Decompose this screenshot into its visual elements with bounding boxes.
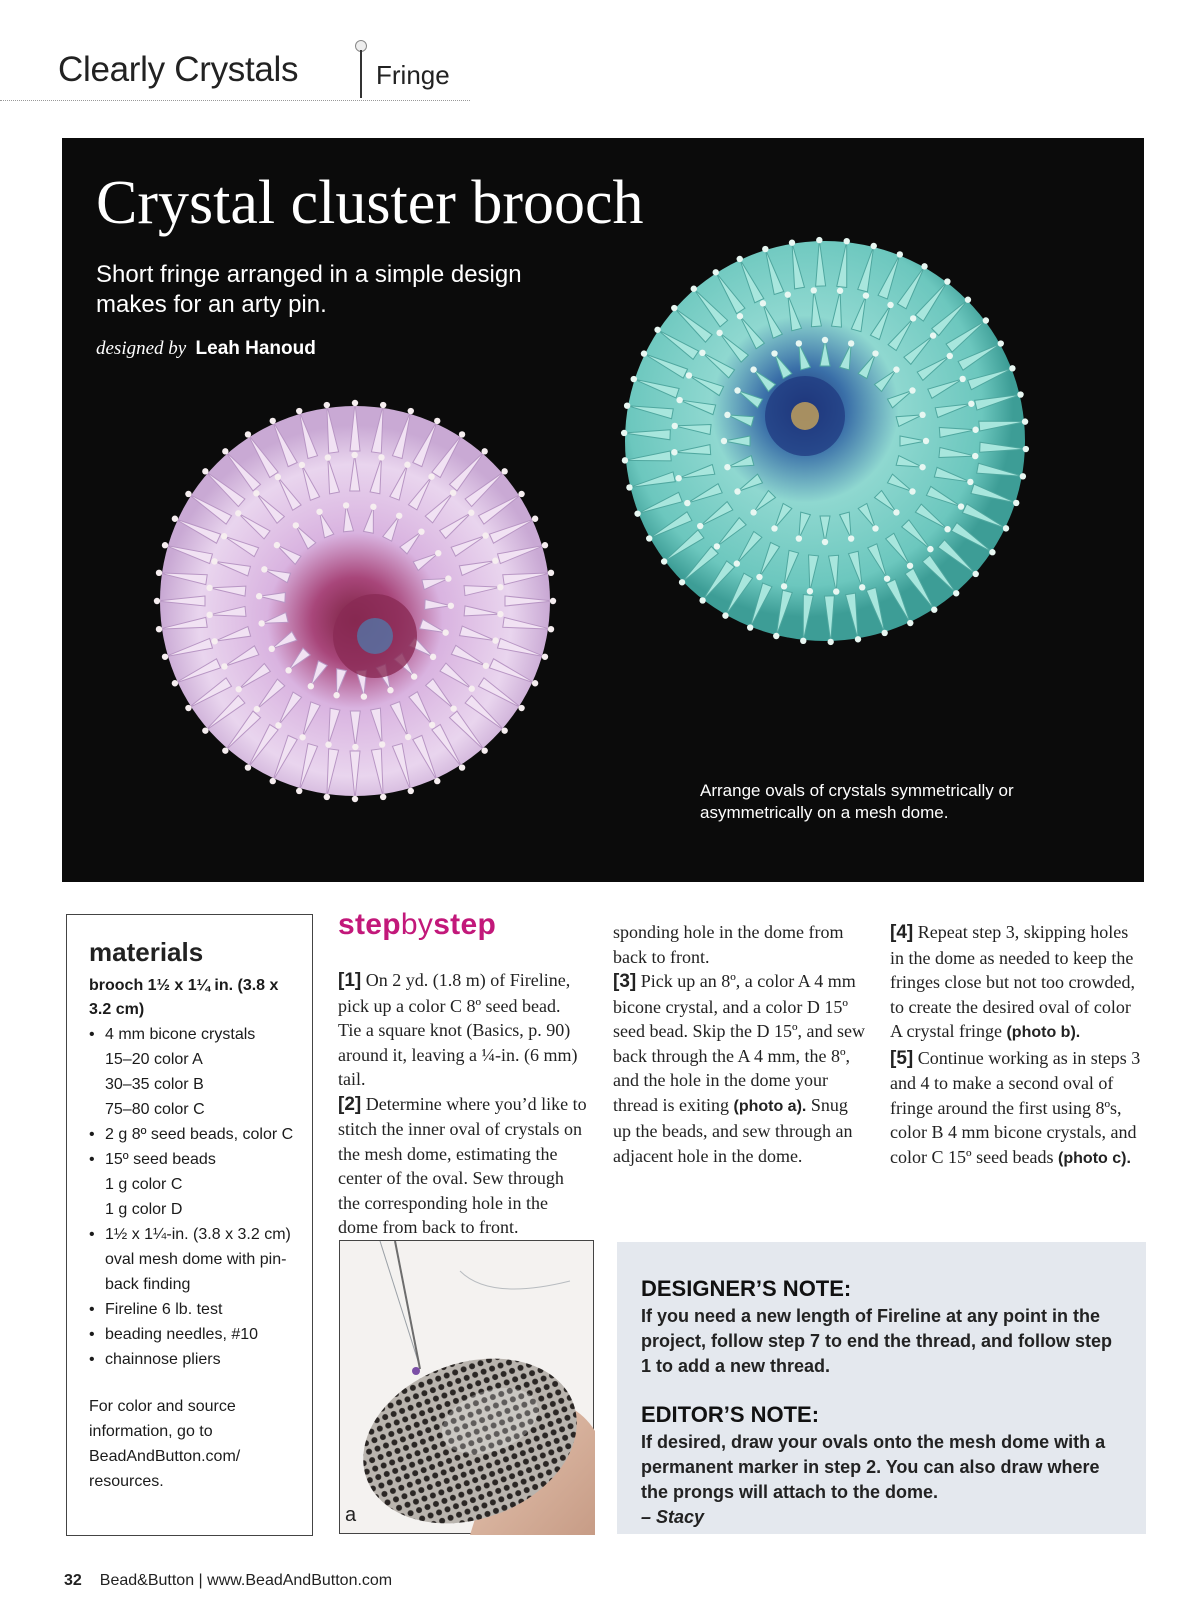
teal-brooch-image bbox=[610, 226, 1040, 656]
materials-list bbox=[89, 1022, 300, 1372]
header-divider bbox=[360, 50, 362, 98]
article-dek: Short fringe arranged in a simple design makes for an arty pin. bbox=[96, 261, 522, 318]
editors-note-signature: – Stacy bbox=[641, 1507, 705, 1527]
material-item: • 1½ x 1¼-in. (3.8 x 3.2 cm) oval mesh dome with pin-back finding bbox=[89, 1222, 300, 1297]
notes-box bbox=[617, 1242, 1146, 1534]
editors-note-text: If desired, draw your ovals onto the mesh dome with a permanent marker in step 2. You can also draw where the prongs will attach to the dome. bbox=[641, 1432, 1106, 1502]
materials-box bbox=[66, 914, 313, 1536]
photo-a bbox=[339, 1240, 594, 1534]
materials-size: brooch 1½ x 1¼ in. (3.8 x 3.2 cm) bbox=[89, 977, 279, 1018]
pink-brooch-image bbox=[140, 386, 570, 816]
material-item: • 2 g 8º seed beads, color C bbox=[89, 1122, 300, 1147]
step-3: [3] Pick up an 8º, a color A 4 mm bicone crystal, and a color D 15º seed bead. Skip the D 15º, and sew back through the A 4 mm, the 8º, and the hole in the dome your thread is exiting (photo a). Snug up the beads, and sew through an adjacent hole in the dome. bbox=[613, 971, 866, 1166]
material-item: • chainnose pliers bbox=[89, 1347, 300, 1372]
credit-prefix: designed by bbox=[96, 338, 187, 359]
materials-heading: materials bbox=[89, 937, 204, 967]
photo-a-label: a bbox=[345, 1504, 357, 1526]
steps-column-2 bbox=[613, 920, 868, 1168]
subsection-title: Fringe bbox=[376, 60, 450, 90]
materials-source-note: For color and source information, go to BeadAndButton.com/ resources. bbox=[89, 1398, 241, 1490]
steps-column-1 bbox=[338, 968, 588, 1237]
page-number: 32 bbox=[64, 1572, 82, 1589]
material-item: • 4 mm bicone crystals 15–20 color A 30–35 color B 75–80 color C bbox=[89, 1022, 300, 1122]
step-1: [1] On 2 yd. (1.8 m) of Fireline, pick up a color C 8º seed bead. Tie a square knot (Basics, p. 90) around it, leaving a ¼-in. (6 mm) tail. bbox=[338, 970, 578, 1089]
designers-note-heading: DESIGNER’S NOTE: bbox=[641, 1276, 852, 1301]
material-item: • beading needles, #10 bbox=[89, 1322, 300, 1347]
section-title: Clearly Crystals bbox=[58, 50, 299, 89]
photo-caption: Arrange ovals of crystals symmetrically or asymmetrically on a mesh dome. bbox=[700, 781, 1014, 822]
material-item: • 15º seed beads 1 g color C 1 g color D bbox=[89, 1147, 300, 1222]
hero-photo-panel bbox=[62, 138, 1144, 882]
designers-note-text: If you need a new length of Fireline at any point in the project, follow step 7 to end the thread, and follow step 1 to add a new thread. bbox=[641, 1306, 1113, 1376]
mesh-dome-photo bbox=[340, 1241, 595, 1535]
step-by-step-heading: stepbystep bbox=[338, 908, 497, 941]
material-item: • Fireline 6 lb. test bbox=[89, 1297, 300, 1322]
header-rule bbox=[0, 100, 470, 101]
editors-note-heading: EDITOR’S NOTE: bbox=[641, 1402, 820, 1427]
steps-column-3 bbox=[890, 920, 1145, 1171]
step-5: [5] Continue working as in steps 3 and 4 to make a second oval of fringe around the first using 8ºs, color B 4 mm bicone crystals, and color C 15º seed beads (photo c). bbox=[890, 1047, 1141, 1167]
article-title: Crystal cluster brooch bbox=[96, 169, 644, 237]
step-2-continued: sponding hole in the dome from back to front. bbox=[613, 922, 844, 967]
step-4: [4] Repeat step 3, skipping holes in the dome as needed to keep the fringes close but not too crowded, to create the desired oval of color A crystal fringe (photo b). bbox=[890, 922, 1135, 1041]
designer-name: Leah Hanoud bbox=[195, 338, 316, 359]
designer-credit bbox=[96, 338, 316, 360]
step-2: [2] Determine where you’d like to stitch the inner oval of crystals on the mesh dome, estimating the center of the oval. Sew through the corresponding hole in the dome from back to front. bbox=[338, 1093, 587, 1237]
page-folio bbox=[64, 1572, 392, 1590]
folio-text: Bead&Button | www.BeadAndButton.com bbox=[99, 1572, 393, 1589]
